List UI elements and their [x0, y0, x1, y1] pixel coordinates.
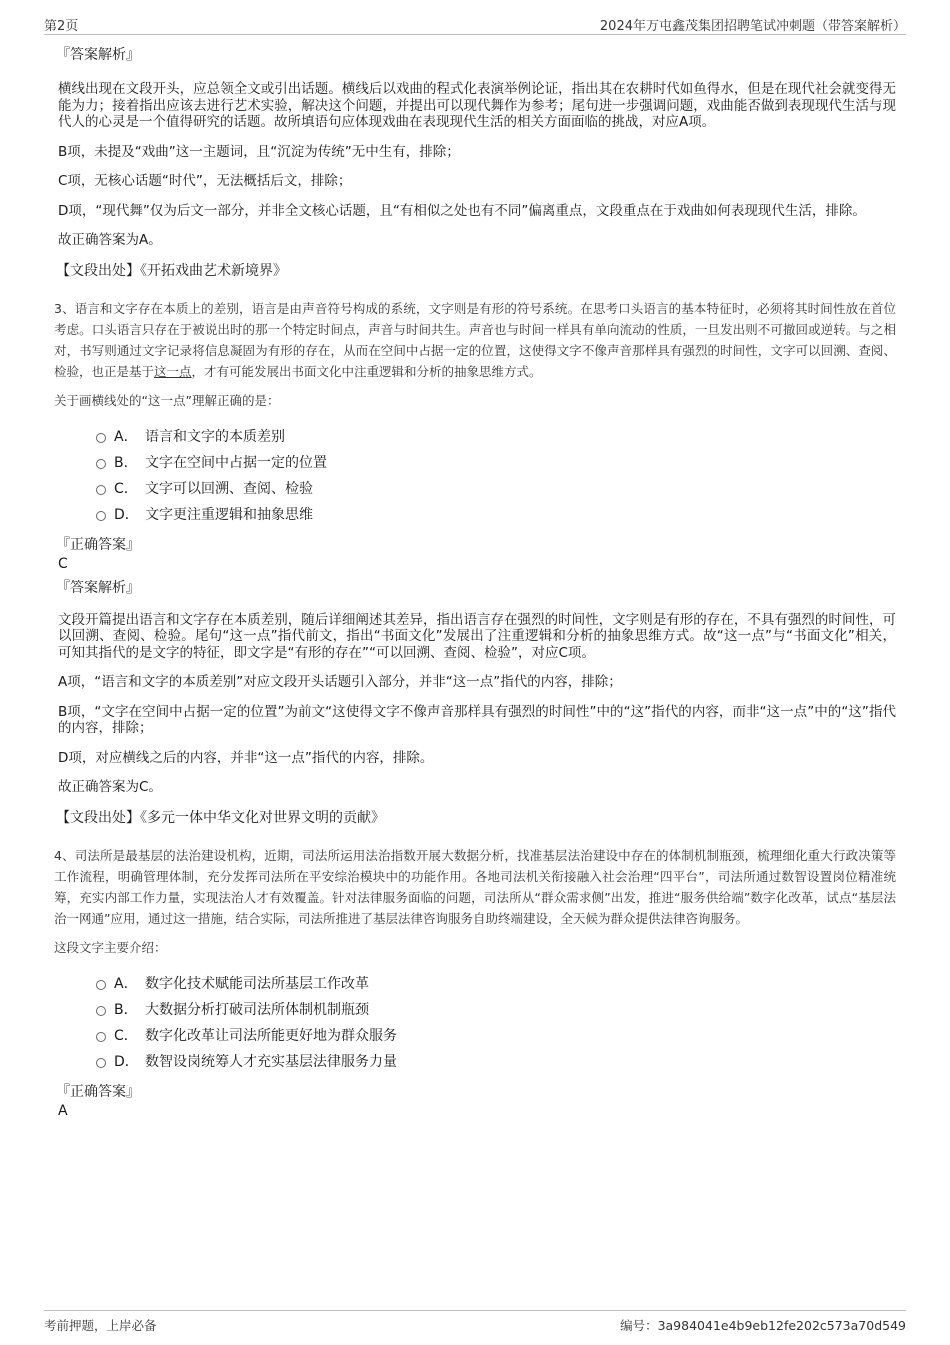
question-3-prompt: 关于画横线处的“这一点”理解正确的是：: [54, 392, 280, 408]
footer-slogan: 考前押题，上岸必备: [44, 1318, 157, 1333]
question-4-text: 4、司法所是最基层的法治建设机构，近期，司法所运用法治指数开展大数据分析，找准基层法治建设中存在的体制机制瓶颈，梳理细化重大行政决策等工作流程，明确管理体制，充分发挥司法所在平安综治模块中的功能作用。各地司法机关衔接融入社会治理“四平台”，司法所通过数智设置岗位精准统筹，充实内部工作力量，实现法治人才有效覆盖。针对法律服务面临的问题，司法所从“群众需求侧”出发，推进“服务供给端”数字化改革，试点“基层法治一网通”应用，通过这一措施，结合实际，司法所推进了基层法律咨询服务自助终端建设，全天候为群众提供法律咨询服务。: [54, 847, 896, 926]
correct-answer: C: [58, 555, 68, 572]
analysis-paragraph: D项，对应横线之后的内容，并非“这一点”指代的内容，排除。: [58, 749, 434, 766]
correct-answer: A: [58, 1102, 68, 1119]
analysis-paragraph: 文段开篇提出语言和文字存在本质差别，随后详细阐述其差异，指出语言存在强烈的时间性，文字则是有形的存在，不具有强烈的时间性，可以回溯、查阅、检验。尾句“这一点”指代前文，指出“书面文化”发展出了注重逻辑和分析的抽象思维方式。故“这一点”与“书面文化”相关，可知其指代的是文字的特征，即文字是“有形的存在”“可以回溯、查阅、检验”，对应C项。: [58, 611, 896, 661]
question-4-prompt: 这段文字主要介绍：: [54, 939, 167, 955]
question-3-text: 3、语言和文字存在本质上的差别，语言是由声音符号构成的系统，文字则是有形的符号系统。在思考口头语言的基本特征时，必须将其时间性放在首位考虑。口头语言只存在于被说出时的那一个特定时间点，声音与时间共生。声音也与时间一样具有单向流动的性质，一旦发出则不可撤回或逆转。与之相对，书写则通过文字记录将信息凝固为有形的存在，从而在空间中占据一定的位置，这使得文字不像声音那样具有强烈的时间性，文字可以回溯、查阅、检验，也正是基于这一点，才有可能发展出书面文化中注重逻辑和分析的抽象思维方式。: [54, 300, 896, 379]
page-content: [56, 46, 896, 1126]
document-title: 2024年万屯鑫茂集团招聘笔试冲刺题（带答案解析）: [599, 19, 906, 34]
radio-icon[interactable]: [96, 459, 106, 469]
analysis-paragraph: B项，“文字在空间中占据一定的位置”为前文“这使得文字不像声音那样具有强烈的时间性”中的“这”指代的内容，而非“这一点”中的“这”指代的内容，排除；: [58, 703, 896, 736]
page-footer: [44, 1310, 906, 1335]
analysis-paragraph: B项，未提及“戏曲”这一主题词，且“沉淀为传统”无中生有，排除；: [58, 143, 460, 160]
option-d[interactable]: D． 数智设岗统筹人才充实基层法律服务力量: [96, 1049, 896, 1075]
correct-answer-label: 『正确答案』: [56, 1083, 140, 1100]
document-code: 编号：3a984041e4b9eb12fe202c573a70d549: [620, 1318, 906, 1333]
radio-icon[interactable]: [96, 980, 106, 990]
analysis-label: 『答案解析』: [56, 579, 140, 596]
question-3-options: [96, 424, 896, 528]
analysis-paragraph: 横线出现在文段开头，应总领全文或引出话题。横线后以戏曲的程式化表演举例论证，指出其在农耕时代如鱼得水，但是在现代社会就变得无能为力；接着指出应该去进行艺术实验，解决这个问题，并提出可以现代舞作为参考；尾句进一步强调问题，戏曲能否做到表现现代生活与现代人的心灵是一个值得研究的话题。故所填语句应体现戏曲在表现现代生活的相关方面面临的挑战，对应A项。: [58, 81, 896, 130]
radio-icon[interactable]: [96, 511, 106, 521]
page-number: 第2页: [44, 19, 79, 34]
question-4-options: [96, 971, 896, 1075]
radio-icon[interactable]: [96, 1058, 106, 1068]
analysis-paragraph: 故正确答案为C。: [58, 779, 162, 795]
passage-source: 【文段出处】《多元一体中华文化对世界文明的贡献》: [56, 809, 385, 826]
analysis-paragraph: A项，“语言和文字的本质差别”对应文段开头话题引入部分，并非“这一点”指代的内容，排除；: [58, 674, 622, 690]
analysis-paragraph: 故正确答案为A。: [58, 232, 162, 248]
correct-answer-label: 『正确答案』: [56, 536, 140, 553]
analysis-paragraph: D项，“现代舞”仅为后文一部分，并非全文核心话题，且“有相似之处也有不同”偏离重点，文段重点在于戏曲如何表现现代生活，排除。: [58, 202, 866, 219]
radio-icon[interactable]: [96, 433, 106, 443]
option-a[interactable]: A． 语言和文字的本质差别: [96, 424, 896, 450]
option-c[interactable]: C． 数字化改革让司法所能更好地为群众服务: [96, 1023, 896, 1049]
option-b[interactable]: B． 大数据分析打破司法所体制机制瓶颈: [96, 997, 896, 1023]
underlined-phrase: 这一点: [154, 363, 192, 379]
option-c[interactable]: C． 文字可以回溯、查阅、检验: [96, 476, 896, 502]
option-b[interactable]: B． 文字在空间中占据一定的位置: [96, 450, 896, 476]
option-a[interactable]: A． 数字化技术赋能司法所基层工作改革: [96, 971, 896, 997]
radio-icon[interactable]: [96, 485, 106, 495]
radio-icon[interactable]: [96, 1032, 106, 1042]
analysis-paragraph: C项，无核心话题“时代”，无法概括后文，排除；: [58, 173, 352, 189]
radio-icon[interactable]: [96, 1006, 106, 1016]
page-header: [44, 12, 906, 35]
passage-source: 【文段出处】《开拓戏曲艺术新境界》: [56, 262, 287, 279]
option-d[interactable]: D． 文字更注重逻辑和抽象思维: [96, 502, 896, 528]
analysis-label: 『答案解析』: [56, 47, 140, 63]
